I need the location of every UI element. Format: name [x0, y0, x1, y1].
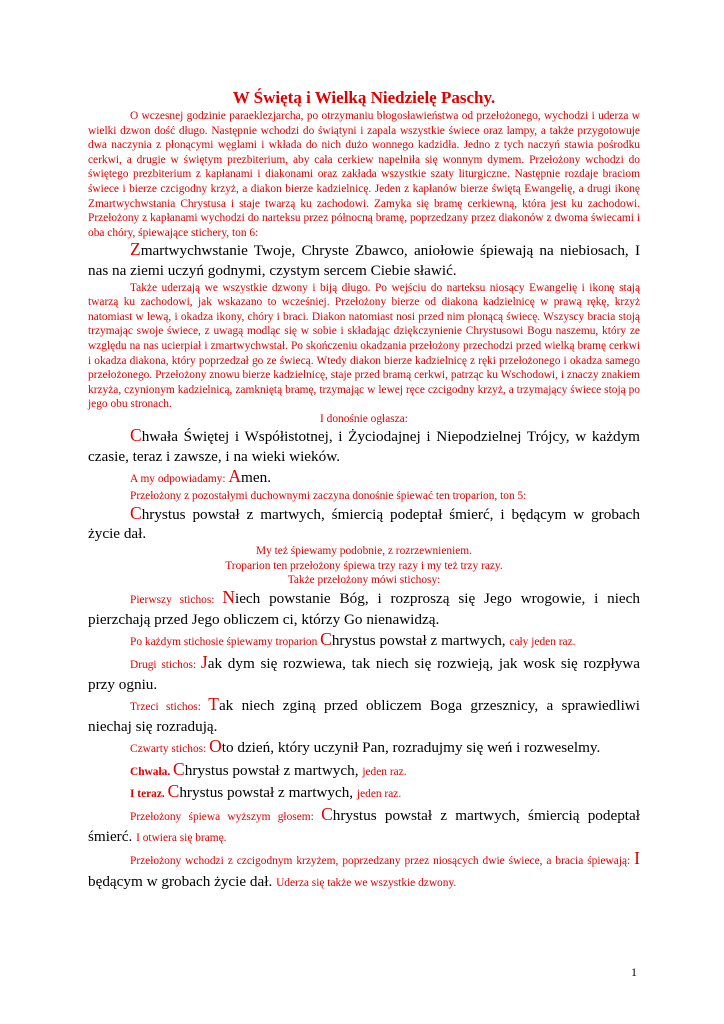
rubric-tail: jeden raz.: [356, 788, 402, 801]
rubric-inline: Przełożony śpiewa wyższym głosem:: [130, 810, 322, 823]
rubric-inline: Drugi stichos:: [130, 658, 201, 671]
drop-letter: C: [130, 502, 142, 523]
page-number: 1: [631, 965, 637, 979]
page-title: W Świętą i Wielką Niedzielę Paschy.: [232, 88, 496, 107]
chant-body: ak niech zginą przed obliczem Boga grzesznicy, a sprawiedliwi niechaj się rozradują.: [88, 696, 640, 736]
chant-body: hrystus powstał z martwych, śmiercią podeptał śmierć, i będącym w grobach życie dał.: [88, 505, 640, 543]
rubric-tail: cały jeden raz.: [509, 636, 576, 648]
chant-body: to dzień, który uczynił Pan, rozradujmy się weń i rozweselmy.: [221, 738, 601, 756]
final-line: [88, 849, 640, 893]
stichos-3: [88, 695, 640, 737]
chant-body: hrystus powstał z martwych,: [179, 784, 357, 802]
drop-letter: J: [200, 651, 208, 672]
drop-letter: T: [208, 693, 219, 714]
rubric-centered-2: My też śpiewamy podobnie, z rozrzewnieniem.: [255, 545, 473, 558]
rubric-centered-1: I donośnie ogłasza:: [320, 412, 408, 425]
drop-letter: N: [222, 586, 235, 607]
stichera-text: [88, 240, 640, 280]
rubric-inline: I teraz.: [130, 788, 168, 801]
rubric-inline: Po każdym stichosie śpiewamy troparion: [130, 636, 321, 648]
drop-letter: C: [173, 758, 185, 779]
drop-letter: C: [167, 781, 180, 802]
rubric-tail: jeden raz.: [362, 765, 407, 778]
chant-body: będącym w grobach życie dał.: [88, 872, 277, 890]
higher-voice-line: [88, 805, 640, 849]
rubric-centered-3: Troparion ten przełożony śpiewa trzy razy i my też trzy razy.: [225, 559, 503, 572]
drop-letter: Z: [130, 239, 141, 260]
rubric-inline: Chwała.: [130, 765, 174, 778]
drop-letter: C: [321, 803, 333, 824]
rubric-centered-4: Także przełożony mówi stichosy:: [287, 574, 441, 587]
rubric-inline: Trzeci stichos:: [130, 700, 209, 713]
drop-letter: C: [130, 425, 142, 446]
glory-line: [88, 760, 640, 783]
rubric-inline: Pierwszy stichos:: [130, 593, 223, 606]
document-page: [88, 88, 640, 893]
after-each-stichos: [88, 630, 640, 653]
chant-body: iech powstanie Bóg, i rozproszą się Jego wrogowie, i niech pierzchają przed Jego obliczem ci, którzy Go nienawidzą.: [88, 589, 640, 629]
amen-line: [88, 467, 640, 490]
rubric-inline: Czwarty stichos:: [130, 742, 210, 755]
stichos-4: [88, 737, 640, 760]
rubric-tail: I otwiera się bramę.: [136, 832, 227, 845]
drop-letter: A: [228, 465, 242, 486]
now-line: [88, 782, 640, 805]
chant-body: ak dym się rozwiewa, tak niech się rozwieją, jak wosk się rozpływa przy ogniu.: [88, 654, 640, 694]
drop-letter: C: [320, 629, 332, 649]
rubric-paragraph-3: Przełożony z pozostałymi duchownymi zaczyna donośnie śpiewać ten troparion, ton 5:: [130, 490, 527, 503]
drop-letter: I: [634, 847, 640, 868]
stichos-2: [88, 653, 640, 695]
chant-body: hrystus powstał z martwych,: [331, 632, 510, 649]
chant-body: martwychwstanie Twoje, Chryste Zbawco, aniołowie śpiewają na niebiosach, I nas na ziemi uczyń godnymi, czystym sercem Ciebie sławić.: [88, 242, 640, 279]
stichos-1: [88, 588, 640, 630]
chant-body: hrystus powstał z martwych,: [184, 761, 363, 779]
rubric-paragraph-1: O wczesnej godzinie paraeklezjarcha, po otrzymaniu błogosławieństwa od przełożonego, wychodzi i uderza w wielki dzwon dość długo. Następnie wchodzi do świątyni i zapala wszystkie świece oraz lampy, a także przygotowuje dwa naczynia z płonącymi węglami i wkłada do nich dużo wonnego kadzidła. Jedno z tych naczyń stawia pośrodku cerkwi, a drugie w świętym prezbiterium, aby cała cerkiew napełniła się wonnym dymem. Przełożony wchodzi do świętego prezbiterium z kapłanami i diakonami oraz zakłada wszystkie szaty liturgiczne. Następnie rozdaje braciom świece i bierze czcigodny krzyż, a diakon bierze kadzielnicę. Jeden z kapłanów bierze świętą Ewangelię, a drugi ikonę Zmartwychwstania Chrystusa i staje twarzą ku zachodowi. Zamyka się bramę cerkiewną, która jest ku zachodowi. Przełożony z kapłanami wychodzi do narteksu przez północną bramę, poprzedzany przez diakonów z dwoma świecami i oba chóry, śpiewające stichery, ton 6:: [88, 110, 640, 239]
rubric-tail: Uderza się także we wszystkie dzwony.: [276, 876, 457, 889]
rubric-inline: Przełożony wchodzi z czcigodnym krzyżem, poprzedzany przez niosących dwie świece, a bracia śpiewają:: [130, 854, 635, 867]
rubric-paragraph-2: Także uderzają we wszystkie dzwony i biją długo. Po wejściu do narteksu niosący Ewangelię i ikonę stają twarzą ku zachodowi, jak wskazano to wcześniej. Przełożony bierze od diakona kadzielnicę w prawą rękę, krzyż natomiast w lewą, i okadza ikony, chóry i braci. Diakon natomiast nosi przed nim płonącą świecę. Wszyscy bracia stoją trzymając swoje świece, z uwagą modląc się w sobie i składając dziękczynienie Chrystusowi Bogu naszemu, który ze względu na nas ucierpiał i zmartwychwstał. Po skończeniu okadzania przełożony przechodzi przed wielką bramę cerkwi i okadza diakona, który poprzedzał go ze świecą. Wtedy diakon bierze kadzielnicę z ręki przełożonego i okadza samego przełożonego. Przełożony znowu bierze kadzielnicę, staje przed bramą cerkwi, patrząc ku Wschodowi, i znaczy znakiem krzyża, czynionym kadzielnicą, zamkniętą bramę, trzymając w lewej ręce czcigodny krzyż, a trzymający świece stoją po jego obu stronach.: [88, 281, 640, 411]
rubric-inline: A my odpowiadamy:: [130, 472, 229, 485]
drop-letter: O: [209, 735, 222, 756]
doxology-text: [88, 426, 640, 466]
troparion-text: [88, 504, 640, 544]
chant-body: hrystus powstał z martwych, śmiercią podeptał śmierć.: [88, 806, 640, 846]
chant-body: hwała Świętej i Współistotnej, i Życiodajnej i Niepodzielnej Trójcy, w każdym czasie, teraz i zawsze, i na wieki wieków.: [88, 428, 640, 466]
chant-body: men.: [241, 468, 271, 486]
